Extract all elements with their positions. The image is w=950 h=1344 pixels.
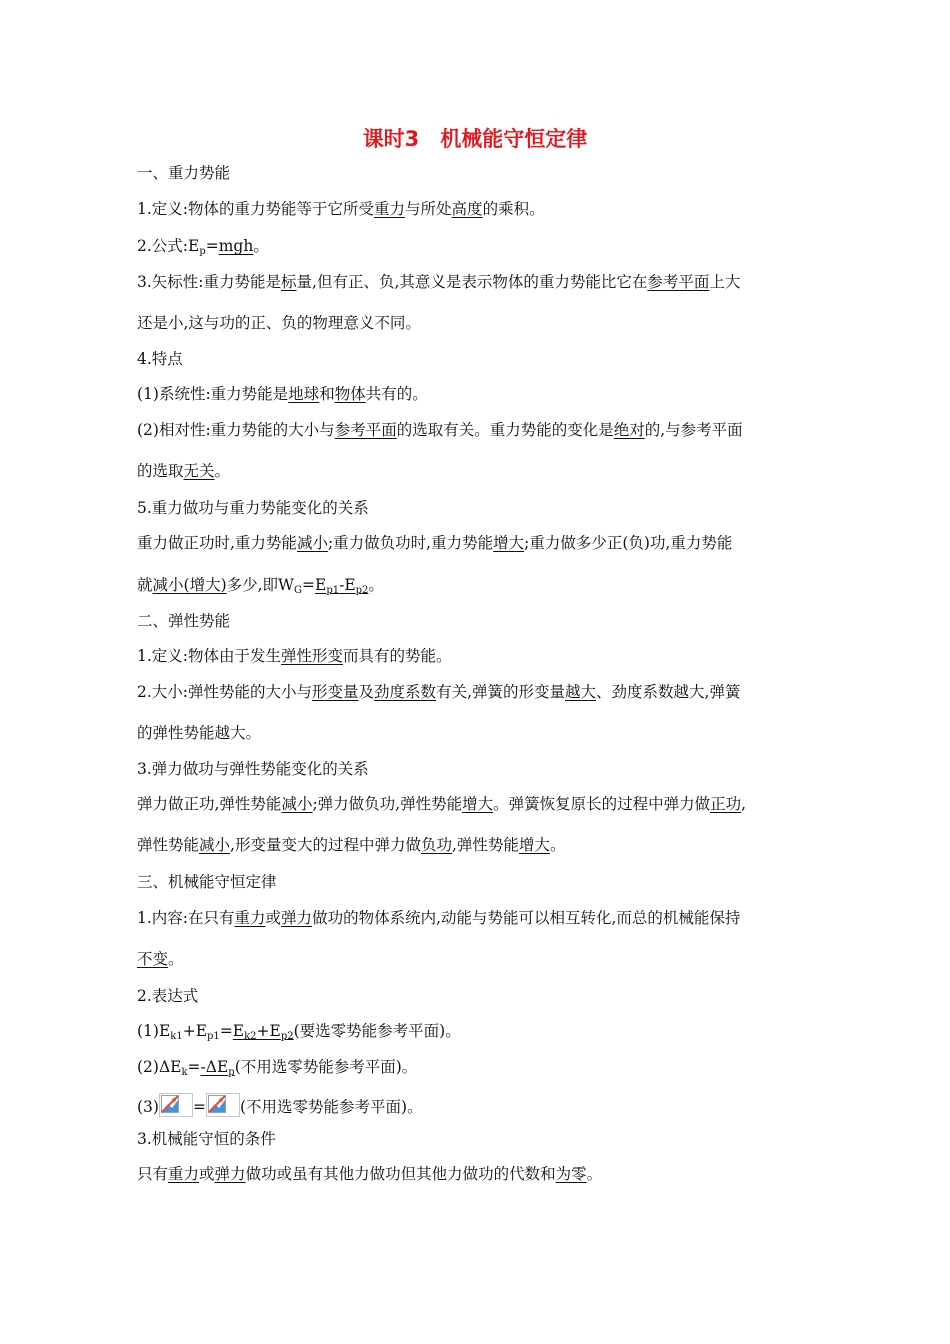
answer-blank: 增大 [493, 534, 525, 552]
answer-blank: 物体 [334, 385, 366, 403]
answer-blank: 弹力 [214, 1165, 246, 1183]
answer-blank: 劲度系数 [374, 683, 437, 701]
answer-blank: 减小 [281, 795, 313, 813]
answer-blank: 减小 [296, 534, 328, 552]
answer-blank: 弹性形变 [281, 647, 344, 665]
image-placeholder-icon [206, 1093, 240, 1117]
sub-heading: 2.表达式 [137, 987, 199, 1005]
sub-heading: 3.弹力做功与弹性势能变化的关系 [137, 760, 369, 778]
answer-blank: 越大 [565, 683, 597, 701]
answer-blank: 正功 [710, 795, 742, 813]
page-title: 课时3 机械能守恒定律 [362, 127, 588, 151]
paragraph: 还是小,这与功的正、负的物理意义不同。 [137, 314, 421, 332]
answer-blank: 地球 [288, 385, 320, 403]
image-placeholder-icon [159, 1093, 193, 1117]
paragraph: (1)系统性:重力势能是地球和物体共有的。 [137, 385, 428, 403]
answer-blank: 参考平面 [334, 421, 397, 439]
paragraph: 的弹性势能越大。 [137, 724, 262, 742]
paragraph: 的选取无关。 [137, 462, 231, 480]
paragraph: 只有重力或弹力做功或虽有其他力做功但其他力做功的代数和为零。 [137, 1165, 603, 1183]
paragraph: 2.大小:弹性势能的大小与形变量及劲度系数有关,弹簧的形变量越大、劲度系数越大,弹簧 [137, 683, 741, 701]
answer-blank: mgh [218, 237, 254, 255]
answer-blank: $E_{p1}-E_{p2}$ [314, 576, 369, 596]
answer-blank: 为零 [555, 1165, 587, 1183]
paragraph: 2.公式$:E_p=mgh$。 [137, 237, 269, 257]
sub-heading: 5.重力做功与重力势能变化的关系 [137, 499, 369, 517]
answer-blank: 重力 [374, 200, 406, 218]
answer-blank: 增大 [518, 836, 550, 854]
sub-heading: 4.特点 [137, 350, 183, 368]
formula-line: $(2)\Delta E_k=-\Delta E_p$(不用选零势能参考平面)。 [137, 1058, 418, 1078]
paragraph: 就减小(增大)多少,即$W_G=E_{p1}-E_{p2}$。 [137, 576, 384, 596]
answer-blank: 减小(增大) [152, 576, 227, 594]
section-heading: 一、重力势能 [137, 164, 231, 182]
section-heading: 二、弹性势能 [137, 612, 231, 630]
paragraph: 弹性势能减小,形变量变大的过程中弹力做负功,弹性势能增大。 [137, 836, 566, 854]
answer-blank: 参考平面 [647, 273, 710, 291]
paragraph: 1.定义:物体由于发生弹性形变而具有的势能。 [137, 647, 452, 665]
paragraph: 弹力做正功,弹性势能减小;弹力做负功,弹性势能增大。弹簧恢复原长的过程中弹力做正功, [137, 795, 747, 813]
paragraph: 1.内容:在只有重力或弹力做功的物体系统内,动能与势能可以相互转化,而总的机械能保持 [137, 909, 741, 927]
answer-blank: 弹力 [281, 909, 313, 927]
answer-blank: 重力 [234, 909, 266, 927]
answer-blank: 标 [281, 273, 297, 291]
section-heading: 三、机械能守恒定律 [137, 873, 277, 891]
formula-line: (3) = (不用选零势能参考平面)。 [137, 1093, 423, 1117]
answer-blank: 重力 [168, 1165, 200, 1183]
paragraph: 重力做正功时,重力势能减小;重力做负功时,重力势能增大;重力做多少正(负)功,重力势能 [137, 534, 733, 552]
paragraph: 1.定义:物体的重力势能等于它所受重力与所处高度的乘积。 [137, 200, 545, 218]
paragraph: (2)相对性:重力势能的大小与参考平面的选取有关。重力势能的变化是绝对的,与参考平面 [137, 421, 743, 439]
answer-blank: 高度 [451, 200, 483, 218]
answer-blank: $-\Delta E_p$ [200, 1058, 235, 1078]
answer-blank: 增大 [462, 795, 494, 813]
paragraph: 不变。 [137, 950, 184, 968]
answer-blank: $E_{k2}+E_{p2}$ [232, 1022, 294, 1042]
answer-blank: 减小 [199, 836, 231, 854]
formula-line: $(1)E_{k1}+E_{p1}=E_{k2}+E_{p2}$(要选零势能参考平面)。 [137, 1022, 461, 1042]
answer-blank: 绝对 [613, 421, 645, 439]
paragraph: 3.矢标性:重力势能是标量,但有正、负,其意义是表示物体的重力势能比它在参考平面上大 [137, 273, 741, 291]
sub-heading: 3.机械能守恒的条件 [137, 1130, 276, 1148]
answer-blank: 不变 [137, 950, 169, 968]
answer-blank: 形变量 [312, 683, 359, 701]
answer-blank: 无关 [183, 462, 215, 480]
answer-blank: 负功 [420, 836, 452, 854]
